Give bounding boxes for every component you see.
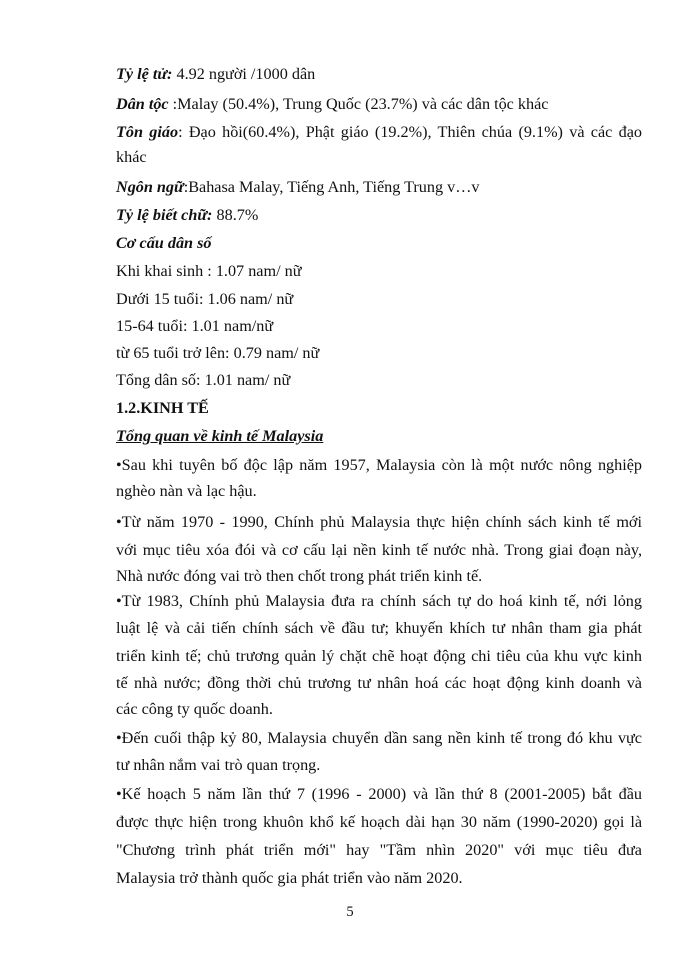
- literacy-line: [116, 205, 642, 225]
- literacy-value: 88.7%: [212, 206, 259, 224]
- paragraph-line: tư nhân nắm vai trò quan trọng.: [116, 756, 321, 774]
- paragraph-line: •Đến cuối thập kỷ 80, Malaysia chuyển dần sang nền kinh tế trong đó khu vực: [116, 729, 642, 747]
- literacy-label: Tỷ lệ biết chữ:: [116, 206, 213, 224]
- paragraph-line: Nhà nước đóng vai trò then chốt trong phát triển kinh tế.: [116, 567, 483, 585]
- language-label: Ngôn ngữ: [116, 178, 184, 196]
- population-item: từ 65 tuổi trở lên: 0.79 nam/ nữ: [116, 344, 320, 362]
- paragraph-line: "Chương trình phát triển mới" hay "Tầm nhìn 2020" với mục tiêu đưa: [116, 841, 642, 859]
- paragraph-line: Malaysia trở thành quốc gia phát triển vào năm 2020.: [116, 869, 463, 887]
- ethnic-label: Dân tộc: [116, 95, 169, 113]
- language-line: [116, 177, 642, 197]
- paragraph-line: nghèo nàn và lạc hậu.: [116, 482, 257, 500]
- paragraph-line: •Từ năm 1970 - 1990, Chính phủ Malaysia thực hiện chính sách kinh tế mới: [116, 513, 642, 531]
- religion-line-2: khác: [116, 148, 147, 166]
- population-item: Tổng dân số: 1.01 nam/ nữ: [116, 371, 291, 389]
- population-item: 15-64 tuổi: 1.01 nam/nữ: [116, 317, 274, 335]
- language-value: :Bahasa Malay, Tiếng Anh, Tiếng Trung v…v: [183, 178, 480, 196]
- death-rate-label: Tỷ lệ tử:: [116, 65, 173, 83]
- ethnic-value: :Malay (50.4%), Trung Quốc (23.7%) và các dân tộc khác: [168, 95, 549, 113]
- paragraph-line: luật lệ và cải tiến chính sách về đầu tư; khuyến khích tư nhân tham gia phát: [116, 619, 642, 637]
- population-item: Khi khai sinh : 1.07 nam/ nữ: [116, 262, 302, 280]
- paragraph-line: với mục tiêu xóa đói và cơ cấu lại nền kinh tế nước nhà. Trong giai đoạn này,: [116, 541, 642, 559]
- page-number: 5: [346, 904, 354, 920]
- paragraph-line: được thực hiện trong khuôn khổ kế hoạch dài hạn 30 năm (1990-2020) gọi là: [116, 813, 642, 831]
- religion-label: Tôn giáo: [116, 123, 179, 141]
- paragraph-line: triển kinh tế; chủ trương quản lý chặt chẽ hoạt động chi tiêu của khu vực kinh: [116, 647, 642, 665]
- paragraph-line: •Sau khi tuyên bố độc lập năm 1957, Malaysia còn là một nước nông nghiệp: [116, 456, 642, 474]
- paragraph-line: •Kế hoạch 5 năm lần thứ 7 (1996 - 2000) và lần thứ 8 (2001-2005) bắt đầu: [116, 785, 642, 803]
- death-rate-line: [116, 64, 642, 84]
- paragraph-line: các công ty quốc doanh.: [116, 700, 273, 718]
- death-rate-value: 4.92 người /1000 dân: [172, 65, 316, 83]
- economy-section-heading: 1.2.KINH TẾ: [116, 399, 209, 417]
- religion-line-1: [116, 122, 642, 142]
- paragraph-line: •Từ 1983, Chính phủ Malaysia đưa ra chính sách tự do hoá kinh tế, nới lỏng: [116, 592, 642, 610]
- paragraph-line: tế nhà nước; đồng thời chủ trương tư nhân hoá các hoạt động kinh doanh và: [116, 674, 642, 692]
- ethnic-line: [116, 94, 642, 114]
- economy-subheading: Tổng quan về kinh tế Malaysia: [116, 427, 324, 445]
- religion-value-1: : Đạo hồi(60.4%), Phật giáo (19.2%), Thiên chúa (9.1%) và các đạo: [178, 123, 643, 141]
- population-item: Dưới 15 tuổi: 1.06 nam/ nữ: [116, 290, 294, 308]
- population-structure-heading: Cơ cấu dân số: [116, 234, 212, 252]
